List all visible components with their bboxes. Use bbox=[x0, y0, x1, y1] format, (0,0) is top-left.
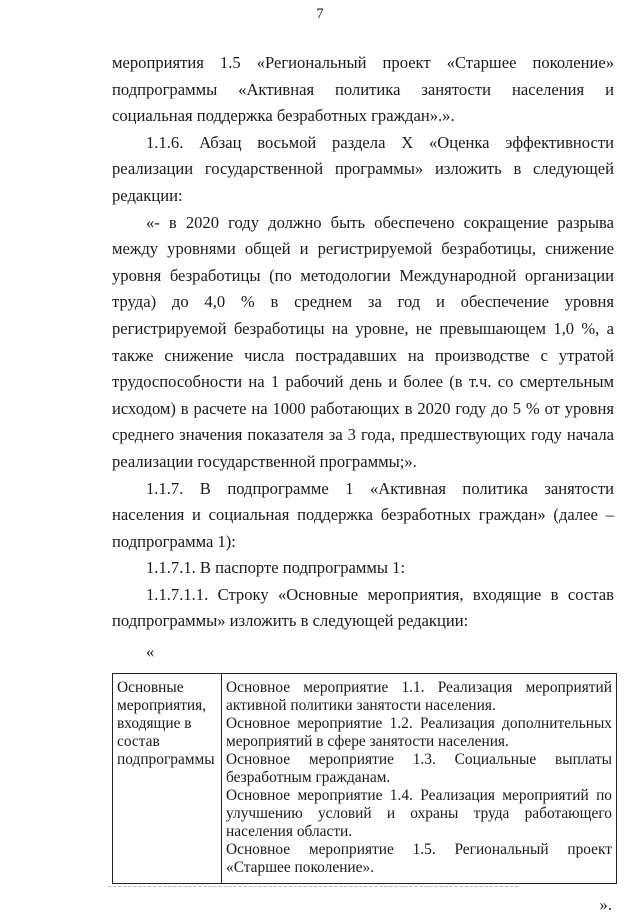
table-item-1-1: Основное мероприятие 1.1. Реализация мероприятий активной политики занятости населения. bbox=[226, 678, 612, 714]
paragraph-continuation: мероприятия 1.5 «Региональный проект «Старшее поколение» подпрограммы «Активная политика занятости населения и социальная поддержка безработных граждан».». bbox=[112, 53, 614, 126]
closing-quote: ». bbox=[599, 894, 612, 914]
paragraph-1-1-7-1-1: 1.1.7.1.1. Строку «Основные мероприятия, входящие в состав подпрограммы» изложить в следующей редакции: bbox=[112, 584, 614, 631]
table-item-1-5: Основное мероприятие 1.5. Региональный проект «Старшее поколение». bbox=[226, 840, 612, 876]
table-row bbox=[113, 673, 617, 883]
document-body bbox=[112, 50, 614, 918]
opening-quote: « bbox=[146, 642, 155, 662]
scan-bottom-line bbox=[108, 886, 518, 887]
table-item-1-3: Основное мероприятие 1.3. Социальные выплаты безработным гражданам. bbox=[226, 750, 612, 786]
page-number: 7 bbox=[316, 6, 324, 22]
paragraph-1-1-7-1: 1.1.7.1. В паспорте подпрограммы 1: bbox=[146, 558, 406, 578]
paragraph-1-1-7: 1.1.7. В подпрограмме 1 «Активная политика занятости населения и социальная поддержка безработных граждан» (далее – подпрограмма 1): bbox=[112, 478, 614, 551]
table-item-1-4: Основное мероприятие 1.4. Реализация мероприятий по улучшению условий и охраны труда работающего населения области. bbox=[226, 786, 612, 840]
subprogram-table bbox=[112, 673, 617, 884]
table-item-1-2: Основное мероприятие 1.2. Реализация дополнительных мероприятий в сфере занятости населения. bbox=[226, 714, 612, 750]
paragraph-quoted-text: «- в 2020 году должно быть обеспечено сокращение разрыва между уровнями общей и регистрируемой безработицы, снижение уровня безработицы (по методологии Международной организации труда) до 4,0 % в среднем за год и обеспечение уровня регистрируемой безработицы на уровне, не превышающем 1,0 %, а также снижение числа пострадавших на производстве с утратой трудоспособности на 1 рабочий день и более (в т.ч. со смертельным исходом) в расчете на 1000 работающих в 2020 году до 5 % от уровня среднего значения показателя за 3 года, предшествующих году начала реализации государственной программы;». bbox=[112, 212, 614, 471]
paragraph-1-1-6: 1.1.6. Абзац восьмой раздела X «Оценка эффективности реализации государственной программы» изложить в следующей редакции: bbox=[112, 132, 614, 205]
table-label-cell: Основные мероприятия, входящие в состав подпрограммы bbox=[113, 673, 222, 883]
table-items-cell bbox=[222, 673, 617, 883]
